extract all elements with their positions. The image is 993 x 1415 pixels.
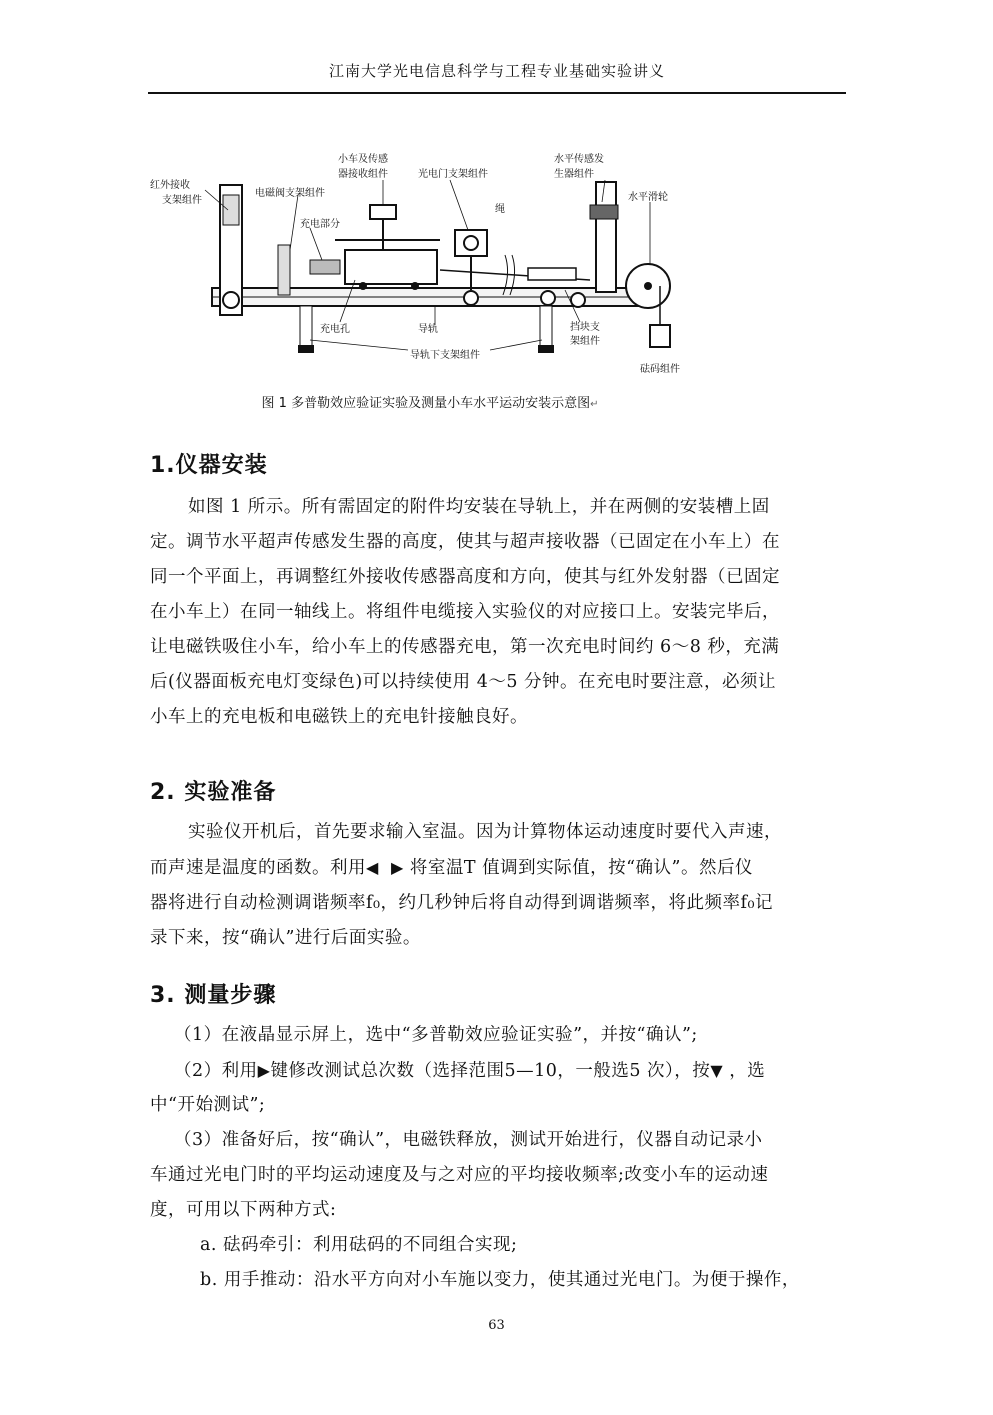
label-car-sensor-2: 器接收组件 xyxy=(338,169,388,180)
s3-step-3-cont-2: 度，可用以下两种方式: xyxy=(150,1200,337,1220)
s2-line-1: 实验仪开机后，首先要求输入室温。因为计算物体运动速度时要代入声速， xyxy=(188,822,782,842)
label-ir-receiver-2: 支架组件 xyxy=(162,195,202,206)
s3-step-3: （3）准备好后，按“确认”，电磁铁释放，测试开始进行，仪器自动记录小 xyxy=(174,1130,763,1150)
label-weight-set: 砝码组件 xyxy=(640,364,680,375)
label-stopper-mount-1: 挡块支 xyxy=(570,322,600,333)
label-horizontal-pulley: 水平滑轮 xyxy=(628,192,668,203)
s3-step-2-cont: 中“开始测试”; xyxy=(150,1095,266,1115)
s1-line-7: 小车上的充电板和电磁铁上的充电针接触良好。 xyxy=(150,707,528,727)
s3-step-2: （2）利用▶键修改测试总次数（选择范围5—10，一般选5 次），按▼ ，选 xyxy=(174,1061,766,1081)
section-3-title: 3. 测量步骤 xyxy=(150,983,277,1008)
s2-line-2: 而声速是温度的函数。利用◀ ▶ 将室温T 值调到实际值，按“确认”。然后仪 xyxy=(150,858,753,878)
section-1-body xyxy=(150,490,842,735)
paragraph-mark: ↵ xyxy=(590,399,599,410)
label-ir-receiver-1: 红外接收 xyxy=(150,180,190,191)
page-number: 63 xyxy=(488,1318,505,1333)
apparatus-diagram xyxy=(150,140,710,380)
section-1-title: 1.仪器安装 xyxy=(150,453,268,478)
caption-text: 图 1 多普勒效应验证实验及测量小车水平运动安装示意图 xyxy=(261,396,591,411)
label-stopper-mount-2: 架组件 xyxy=(570,336,600,347)
arrow-left-icon: ◀ xyxy=(366,858,379,877)
label-photogate-mount: 光电门支架组件 xyxy=(418,169,488,180)
label-charging-part: 充电部分 xyxy=(300,219,340,230)
s2-line-3: 器将进行自动检测调谐频率f₀，约几秒钟后将自动得到调谐频率，将此频率f₀记 xyxy=(150,893,773,913)
apparatus-figure xyxy=(150,140,710,380)
s2-line-4: 录下来，按“确认”进行后面实验。 xyxy=(150,928,421,948)
s1-line-6: 后(仪器面板充电灯变绿色)可以持续使用 4～5 分钟。在充电时要注意，必须让 xyxy=(150,672,777,692)
s1-line-3: 同一个平面上，再调整红外接收传感器高度和方向，使其与红外发射器（已固定 xyxy=(150,567,780,587)
section-2-body xyxy=(150,815,842,956)
s1-line-5: 让电磁铁吸住小车，给小车上的传感器充电，第一次充电时间约 6～8 秒，充满 xyxy=(150,637,780,657)
arrow-right-icon: ▶ xyxy=(257,1061,271,1080)
section-2-title: 2. 实验准备 xyxy=(150,780,277,805)
s1-line-4: 在小车上）在同一轴线上。将组件电缆接入实验仪的对应接口上。安装完毕后， xyxy=(150,602,780,622)
label-rope: 绳 xyxy=(495,204,505,215)
s3-option-a: a. 砝码牵引：利用砝码的不同组合实现; xyxy=(200,1235,518,1255)
s1-line-2: 定。调节水平超声传感发生器的高度，使其与超声接收器（已固定在小车上）在 xyxy=(150,532,780,552)
label-rail: 导轨 xyxy=(418,324,438,335)
label-horizontal-sensor-1: 水平传感发 xyxy=(554,154,604,165)
label-horizontal-sensor-2: 生器组件 xyxy=(554,169,594,180)
label-charging-hole: 充电孔 xyxy=(320,324,350,335)
label-car-sensor-1: 小车及传感 xyxy=(338,154,388,165)
arrow-right-icon: ▶ xyxy=(390,858,404,877)
s1-line-1: 如图 1 所示。所有需固定的附件均安装在导轨上，并在两侧的安装槽上固 xyxy=(188,497,770,517)
page-header: 江南大学光电信息科学与工程专业基础实验讲义 xyxy=(328,62,665,80)
s3-step-1: （1）在液晶显示屏上，选中“多普勒效应验证实验”，并按“确认”; xyxy=(174,1025,698,1045)
arrow-down-icon: ▼ xyxy=(710,1061,724,1080)
s3-step-3-cont-1: 车通过光电门时的平均运动速度及与之对应的平均接收频率;改变小车的运动速 xyxy=(150,1165,769,1185)
header-rule xyxy=(148,92,846,94)
label-electromagnet-mount: 电磁阀支架组件 xyxy=(255,188,325,199)
label-rail-lower-mount: 导轨下支架组件 xyxy=(410,350,480,361)
s3-option-b: b. 用手推动：沿水平方向对小车施以变力，使其通过光电门。为便于操作， xyxy=(200,1270,800,1290)
figure-caption xyxy=(150,392,710,411)
